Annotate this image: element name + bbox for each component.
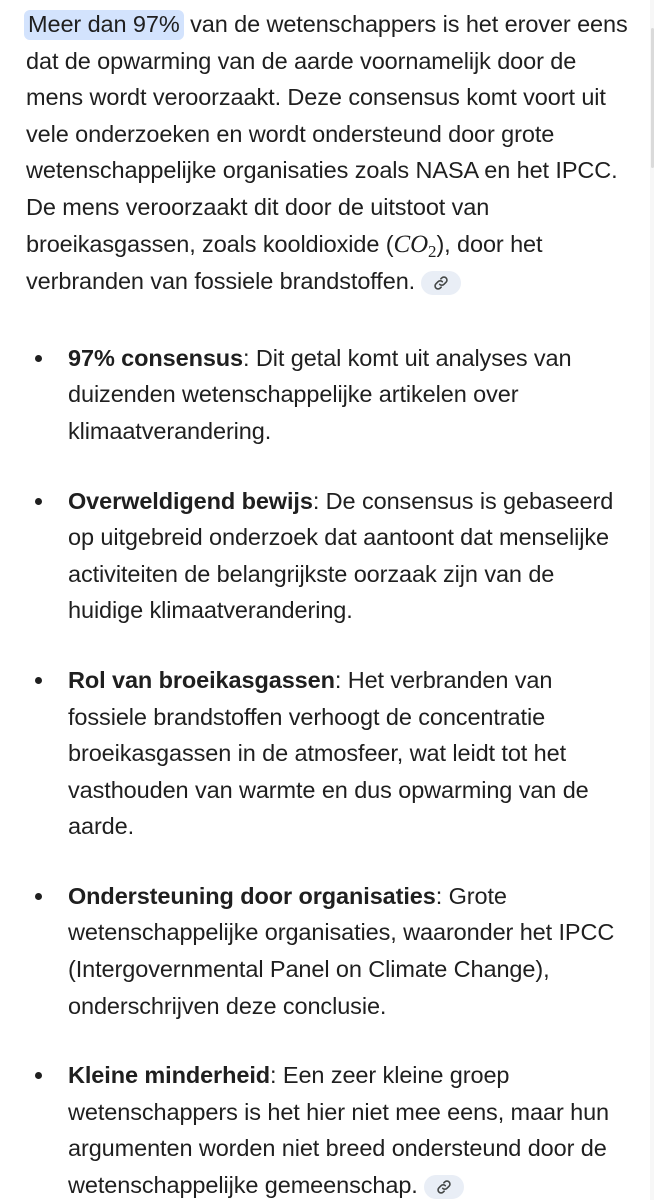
bullet-dot	[35, 355, 42, 362]
bullet-term: Ondersteuning door organisaties	[68, 882, 436, 909]
formula-base: CO	[393, 230, 429, 258]
co2-formula	[393, 230, 437, 261]
list-item	[26, 483, 630, 629]
intro-paragraph	[26, 6, 630, 300]
bullet-dot	[35, 1072, 42, 1079]
bullet-text: : Dit getal komt uit analyses van duizenden wetenschappelijke artikelen over klimaatverandering.	[68, 344, 572, 444]
bullet-term: 97% consensus	[68, 344, 244, 371]
bullet-text: : Een zeer kleine groep wetenschappers is het hier niet mee eens, maar hun argumenten worden niet breed ondersteund door de wetenschappelijke gemeenschap.	[68, 1062, 610, 1199]
source-link-chip[interactable]	[424, 1175, 464, 1199]
source-link-chip[interactable]	[421, 271, 461, 295]
list-item	[26, 340, 630, 450]
response-content	[26, 6, 630, 1204]
bullet-dot	[35, 677, 42, 684]
list-item	[26, 1057, 630, 1203]
bullet-term: Kleine minderheid	[68, 1062, 271, 1089]
formula-subscript: 2	[428, 241, 437, 261]
list-item	[26, 662, 630, 845]
scrollbar[interactable]	[650, 0, 654, 1200]
link-icon	[433, 275, 449, 291]
highlighted-claim[interactable]: Meer dan 97%	[24, 10, 184, 40]
bullet-text: : Het verbranden van fossiele brandstoffen verhoogt de concentratie broeikasgassen in de atmosfeer, wat leidt tot het vasthouden van warmte en dus opwarming van de aarde.	[68, 666, 589, 840]
bullet-dot	[35, 893, 42, 900]
bullet-term: Overweldigend bewijs	[68, 487, 313, 514]
link-icon	[436, 1179, 452, 1195]
bullet-dot	[35, 498, 42, 505]
bullet-list	[26, 340, 630, 1204]
bullet-text: : De consensus is gebaseerd op uitgebreid onderzoek dat aantoont dat menselijke activiteiten de belangrijkste oorzaak zijn van de huidige klimaatverandering.	[68, 487, 614, 624]
bullet-term: Rol van broeikasgassen	[68, 666, 335, 693]
bullet-text: : Grote wetenschappelijke organisaties, waaronder het IPCC (Intergovernmental Panel on Climate Change), onderschrijven deze conclusie.	[68, 882, 615, 1019]
intro-text-part-2: ), door het verbranden van fossiele brandstoffen.	[26, 230, 543, 295]
list-item	[26, 878, 630, 1024]
intro-text-part-1: van de wetenschappers is het erover eens dat de opwarming van de aarde voornamelijk door de mens wordt veroorzaakt. Deze consensus komt voort uit vele onderzoeken en wordt ondersteund door grote wetenschappelijke organisaties zoals NASA en het IPCC. De mens veroorzaakt dit door de uitstoot van broeikasgassen, zoals kooldioxide (	[26, 11, 628, 257]
